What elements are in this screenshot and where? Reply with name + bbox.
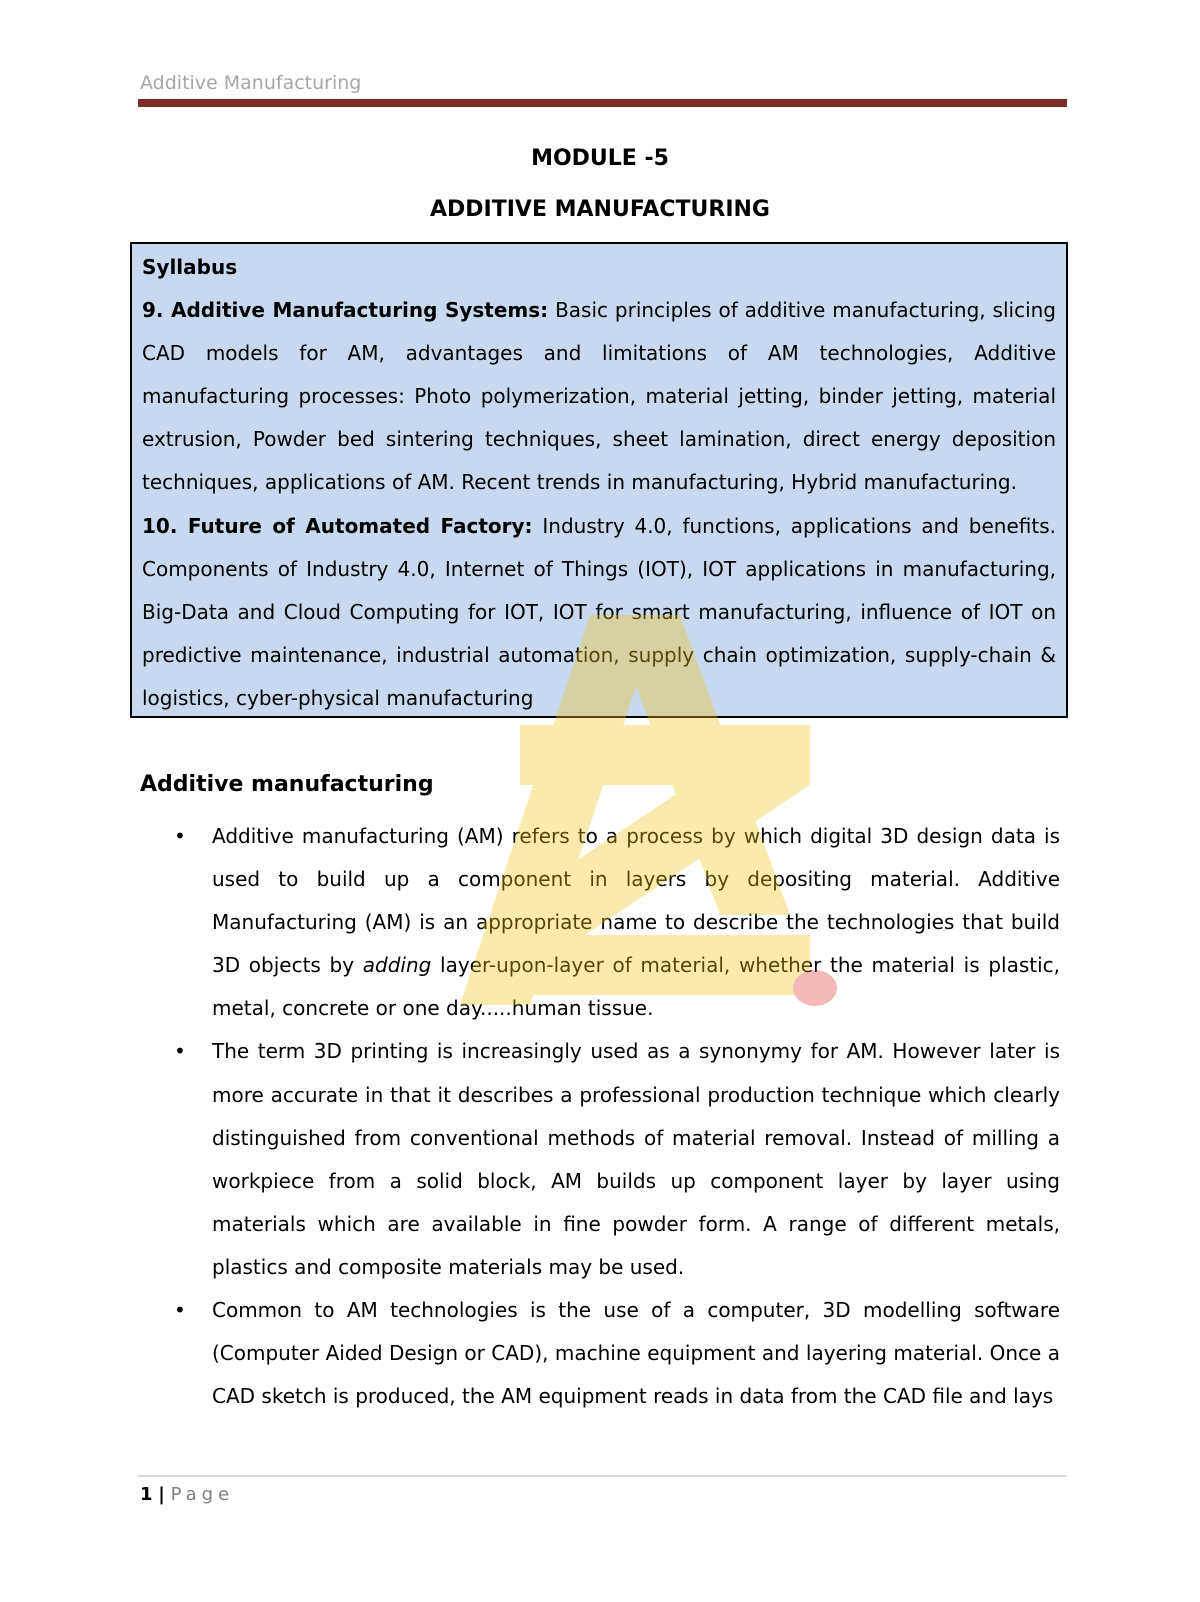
module-title: MODULE -5 [531,146,669,171]
bullet-text: Common to AM technologies is the use of a computer, 3D modelling software (Computer Aided Design or CAD), machine equipment and layering material. Once a CAD sketch is produced, the AM equipment reads in data from the CAD file and lays [212,1298,1060,1409]
syllabus-item [142,505,1056,720]
page-separator: | [158,1484,165,1505]
emphasis-text: adding [362,953,432,978]
subject-title: ADDITIVE MANUFACTURING [430,197,770,222]
syllabus-item-head: 10. Future of Automated Factory: [142,513,533,538]
syllabus-item-body: Industry 4.0, functions, applications and benefits. Components of Industry 4.0, Internet of Things (IOT), IOT applications in manufacturing, Big-Data and Cloud Computing for IOT, IOT for smart manufacturing, influence of IOT on predictive maintenance, industrial automation, supply chain optimization, supply-chain & logistics, cyber-physical manufacturing [142,513,1056,710]
page-footer [140,1484,234,1505]
bullet-icon: • [174,1039,186,1064]
list-item [140,815,1060,1030]
syllabus-item-body: Basic principles of additive manufacturing, slicing CAD models for AM, advantages and limitations of AM technologies, Additive manufacturing processes: Photo polymerization, material jetting, binder jetting, material extrusion, Powder bed sintering techniques, sheet lamination, direct energy deposition techniques, applications of AM. Recent trends in manufacturing, Hybrid manufacturing. [142,298,1056,495]
bullet-text: The term 3D printing is increasingly used as a synonymy for AM. However later is more accurate in that it describes a professional production technique which clearly distinguished from conventional methods of material removal. Instead of milling a workpiece from a solid block, AM builds up component layer by layer using materials which are available in fine powder form. A range of different metals, plastics and composite materials may be used. [212,1039,1060,1279]
header-rule [138,99,1067,107]
syllabus-title: Syllabus [142,255,238,279]
bullet-text: Additive manufacturing (AM) refers to a process by which digital 3D design data is used to build up a component in layers by depositing material. Additive Manufacturing (AM) is an appropriate name to describe the technologies that build 3D objects by [212,824,1060,978]
page-label: Page [170,1484,235,1505]
list-item [140,1289,1060,1418]
running-header: Additive Manufacturing [140,72,362,94]
syllabus-box [130,242,1068,718]
syllabus-item-head: 9. Additive Manufacturing Systems: [142,298,549,323]
bullet-list [140,815,1060,1418]
syllabus-item [142,289,1056,504]
bullet-icon: • [174,1298,186,1323]
list-item [140,1030,1060,1289]
watermark-stroke-top [520,725,810,785]
bullet-text: layer-upon-layer of material, whether the material is plastic, metal, concrete or one day.....human tissue. [212,953,1060,1021]
page-number: 1 [140,1484,153,1505]
footer-rule [138,1475,1067,1477]
bullet-icon: • [174,824,186,848]
section-heading: Additive manufacturing [140,772,434,797]
